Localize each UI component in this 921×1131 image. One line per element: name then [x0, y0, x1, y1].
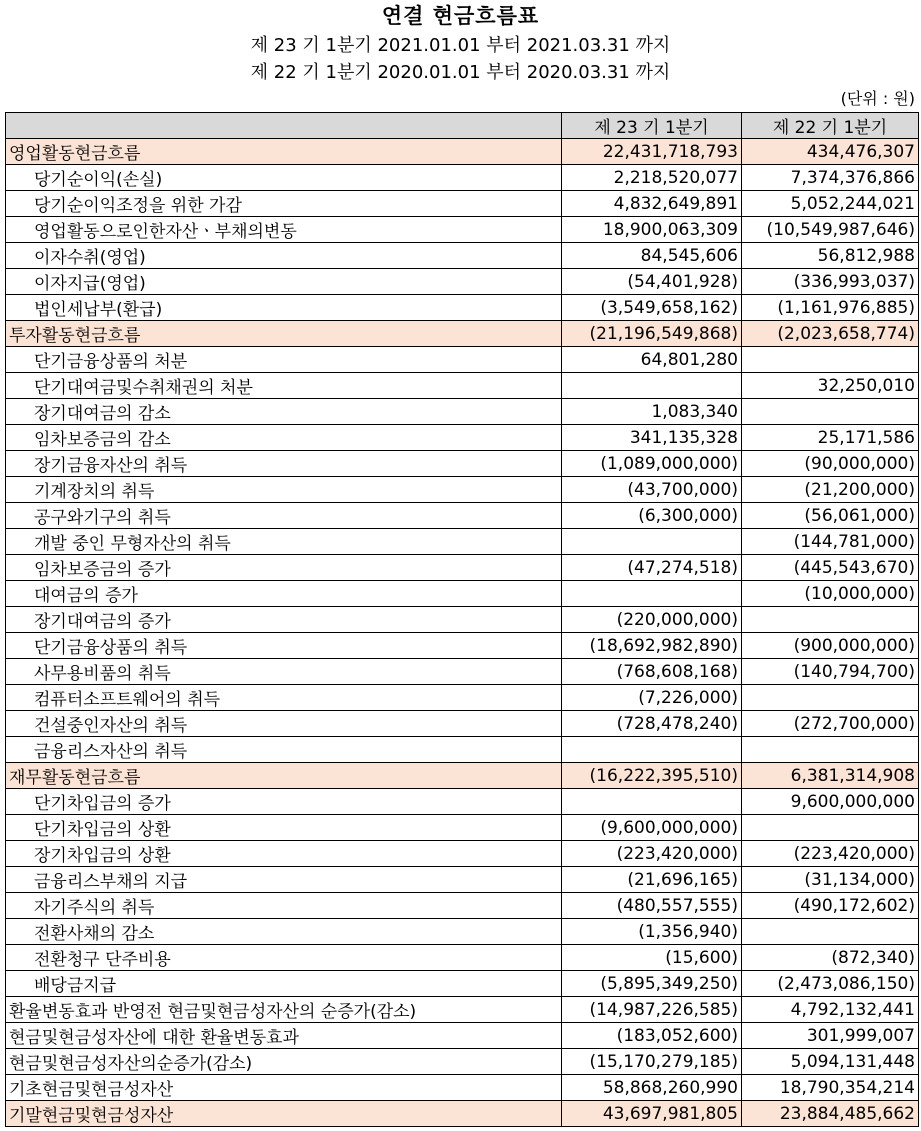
table-row — [6, 243, 919, 269]
row-label: 단기금융상품의 취득 — [6, 633, 562, 659]
value-current: (183,052,600) — [562, 1023, 742, 1049]
row-label: 개발 중인 무형자산의 취득 — [6, 529, 562, 555]
value-prior: 6,381,314,908 — [742, 763, 919, 789]
row-label: 투자활동현금흐름 — [6, 321, 562, 347]
table-row — [6, 659, 919, 685]
cash-flow-table-body — [6, 113, 919, 1127]
value-prior: 5,052,244,021 — [742, 191, 919, 217]
value-prior — [742, 399, 919, 425]
value-current: 64,801,280 — [562, 347, 742, 373]
row-label: 건설중인자산의 취득 — [6, 711, 562, 737]
table-row — [6, 477, 919, 503]
table-row — [6, 581, 919, 607]
header-cell-prior: 제 22 기 1분기 — [742, 113, 919, 139]
value-prior: (272,700,000) — [742, 711, 919, 737]
table-row — [6, 841, 919, 867]
table-row — [6, 633, 919, 659]
table-row — [6, 1049, 919, 1075]
table-row — [6, 1023, 919, 1049]
row-label: 당기순이익조정을 위한 가감 — [6, 191, 562, 217]
value-current — [562, 373, 742, 399]
row-label: 배당금지급 — [6, 971, 562, 997]
value-prior: 301,999,007 — [742, 1023, 919, 1049]
value-current: (18,692,982,890) — [562, 633, 742, 659]
value-prior: (1,161,976,885) — [742, 295, 919, 321]
value-prior: 32,250,010 — [742, 373, 919, 399]
row-label: 공구와기구의 취득 — [6, 503, 562, 529]
value-prior: (223,420,000) — [742, 841, 919, 867]
row-label: 장기대여금의 감소 — [6, 399, 562, 425]
value-current: (480,557,555) — [562, 893, 742, 919]
value-prior — [742, 607, 919, 633]
row-label: 장기차입금의 상환 — [6, 841, 562, 867]
value-prior: 18,790,354,214 — [742, 1075, 919, 1101]
period-prior: 제 22 기 1분기 2020.01.01 부터 2020.03.31 까지 — [250, 62, 671, 83]
row-label: 임차보증금의 감소 — [6, 425, 562, 451]
value-current: (3,549,658,162) — [562, 295, 742, 321]
value-prior — [742, 815, 919, 841]
table-row — [6, 919, 919, 945]
row-label: 임차보증금의 증가 — [6, 555, 562, 581]
value-current: (728,478,240) — [562, 711, 742, 737]
table-row — [6, 139, 919, 165]
row-label: 이자지급(영업) — [6, 269, 562, 295]
table-row — [6, 997, 919, 1023]
value-prior: (445,543,670) — [742, 555, 919, 581]
value-current: (43,700,000) — [562, 477, 742, 503]
value-current: (21,696,165) — [562, 867, 742, 893]
table-row — [6, 373, 919, 399]
row-label: 현금및현금성자산에 대한 환율변동효과 — [6, 1023, 562, 1049]
value-current: (47,274,518) — [562, 555, 742, 581]
value-current: (21,196,549,868) — [562, 321, 742, 347]
row-label: 법인세납부(환급) — [6, 295, 562, 321]
value-prior: (2,023,658,774) — [742, 321, 919, 347]
row-label: 자기주식의 취득 — [6, 893, 562, 919]
table-row — [6, 425, 919, 451]
table-row — [6, 165, 919, 191]
value-prior: (490,172,602) — [742, 893, 919, 919]
value-prior: (900,000,000) — [742, 633, 919, 659]
value-prior: 9,600,000,000 — [742, 789, 919, 815]
table-header-row — [6, 113, 919, 139]
value-current — [562, 529, 742, 555]
table-row — [6, 737, 919, 763]
value-current: (15,600) — [562, 945, 742, 971]
value-prior: 7,374,376,866 — [742, 165, 919, 191]
value-current: (5,895,349,250) — [562, 971, 742, 997]
table-row — [6, 321, 919, 347]
value-prior: (10,000,000) — [742, 581, 919, 607]
row-label: 단기금융상품의 처분 — [6, 347, 562, 373]
value-prior: 5,094,131,448 — [742, 1049, 919, 1075]
table-row — [6, 191, 919, 217]
table-row — [6, 399, 919, 425]
value-prior — [742, 737, 919, 763]
cash-flow-table — [5, 112, 919, 1127]
table-row — [6, 685, 919, 711]
header-cell-current: 제 23 기 1분기 — [562, 113, 742, 139]
value-prior: 23,884,485,662 — [742, 1101, 919, 1127]
row-label: 금융리스자산의 취득 — [6, 737, 562, 763]
row-label: 현금및현금성자산의순증가(감소) — [6, 1049, 562, 1075]
table-row — [6, 763, 919, 789]
row-label: 장기금융자산의 취득 — [6, 451, 562, 477]
row-label: 장기대여금의 증가 — [6, 607, 562, 633]
value-current — [562, 737, 742, 763]
value-current: 2,218,520,077 — [562, 165, 742, 191]
table-row — [6, 555, 919, 581]
value-current: 58,868,260,990 — [562, 1075, 742, 1101]
value-current: 43,697,981,805 — [562, 1101, 742, 1127]
value-current: (14,987,226,585) — [562, 997, 742, 1023]
table-row — [6, 789, 919, 815]
value-current: (1,089,000,000) — [562, 451, 742, 477]
value-current — [562, 789, 742, 815]
unit-label: (단위 : 원) — [840, 89, 915, 108]
row-label: 단기차입금의 상환 — [6, 815, 562, 841]
row-label: 기초현금및현금성자산 — [6, 1075, 562, 1101]
value-prior: (31,134,000) — [742, 867, 919, 893]
row-label: 전환사채의 감소 — [6, 919, 562, 945]
table-row — [6, 607, 919, 633]
table-row — [6, 347, 919, 373]
table-row — [6, 269, 919, 295]
row-label: 단기대여금및수취채권의 처분 — [6, 373, 562, 399]
row-label: 기계장치의 취득 — [6, 477, 562, 503]
value-prior — [742, 347, 919, 373]
row-label: 전환청구 단주비용 — [6, 945, 562, 971]
value-current: 84,545,606 — [562, 243, 742, 269]
period-current: 제 23 기 1분기 2021.01.01 부터 2021.03.31 까지 — [250, 35, 671, 56]
table-row — [6, 1075, 919, 1101]
value-current: 4,832,649,891 — [562, 191, 742, 217]
table-row — [6, 711, 919, 737]
table-row — [6, 503, 919, 529]
value-current: 18,900,063,309 — [562, 217, 742, 243]
value-prior: 434,476,307 — [742, 139, 919, 165]
value-current: 1,083,340 — [562, 399, 742, 425]
value-current: (223,420,000) — [562, 841, 742, 867]
row-label: 이자수취(영업) — [6, 243, 562, 269]
row-label: 영업활동으로인한자산ㆍ부채의변동 — [6, 217, 562, 243]
value-prior: 56,812,988 — [742, 243, 919, 269]
value-prior: (56,061,000) — [742, 503, 919, 529]
row-label: 환율변동효과 반영전 현금및현금성자산의 순증가(감소) — [6, 997, 562, 1023]
value-current: (7,226,000) — [562, 685, 742, 711]
value-current: (1,356,940) — [562, 919, 742, 945]
row-label: 컴퓨터소프트웨어의 취득 — [6, 685, 562, 711]
table-row — [6, 971, 919, 997]
value-current: (9,600,000,000) — [562, 815, 742, 841]
value-prior: (10,549,987,646) — [742, 217, 919, 243]
value-prior: (2,473,086,150) — [742, 971, 919, 997]
row-label: 사무용비품의 취득 — [6, 659, 562, 685]
value-current: (768,608,168) — [562, 659, 742, 685]
table-row — [6, 867, 919, 893]
statement-title: 연결 현금흐름표 — [381, 4, 540, 28]
table-row — [6, 295, 919, 321]
value-current: 22,431,718,793 — [562, 139, 742, 165]
value-prior: (872,340) — [742, 945, 919, 971]
row-label: 대여금의 증가 — [6, 581, 562, 607]
table-row — [6, 217, 919, 243]
row-label: 영업활동현금흐름 — [6, 139, 562, 165]
value-current — [562, 581, 742, 607]
value-prior — [742, 919, 919, 945]
value-prior: 4,792,132,441 — [742, 997, 919, 1023]
value-prior: (144,781,000) — [742, 529, 919, 555]
value-current: (16,222,395,510) — [562, 763, 742, 789]
value-current: (6,300,000) — [562, 503, 742, 529]
table-row — [6, 945, 919, 971]
value-prior: (90,000,000) — [742, 451, 919, 477]
value-prior: 25,171,586 — [742, 425, 919, 451]
statement-header — [0, 0, 921, 86]
value-current: (15,170,279,185) — [562, 1049, 742, 1075]
table-row — [6, 815, 919, 841]
value-prior: (21,200,000) — [742, 477, 919, 503]
header-cell-label — [6, 113, 562, 139]
row-label: 기말현금및현금성자산 — [6, 1101, 562, 1127]
table-row — [6, 1101, 919, 1127]
table-row — [6, 451, 919, 477]
value-current: (54,401,928) — [562, 269, 742, 295]
table-row — [6, 529, 919, 555]
value-prior: (336,993,037) — [742, 269, 919, 295]
value-prior — [742, 685, 919, 711]
row-label: 당기순이익(손실) — [6, 165, 562, 191]
value-current: (220,000,000) — [562, 607, 742, 633]
value-prior: (140,794,700) — [742, 659, 919, 685]
table-row — [6, 893, 919, 919]
row-label: 재무활동현금흐름 — [6, 763, 562, 789]
row-label: 단기차입금의 증가 — [6, 789, 562, 815]
value-current: 341,135,328 — [562, 425, 742, 451]
row-label: 금융리스부채의 지급 — [6, 867, 562, 893]
